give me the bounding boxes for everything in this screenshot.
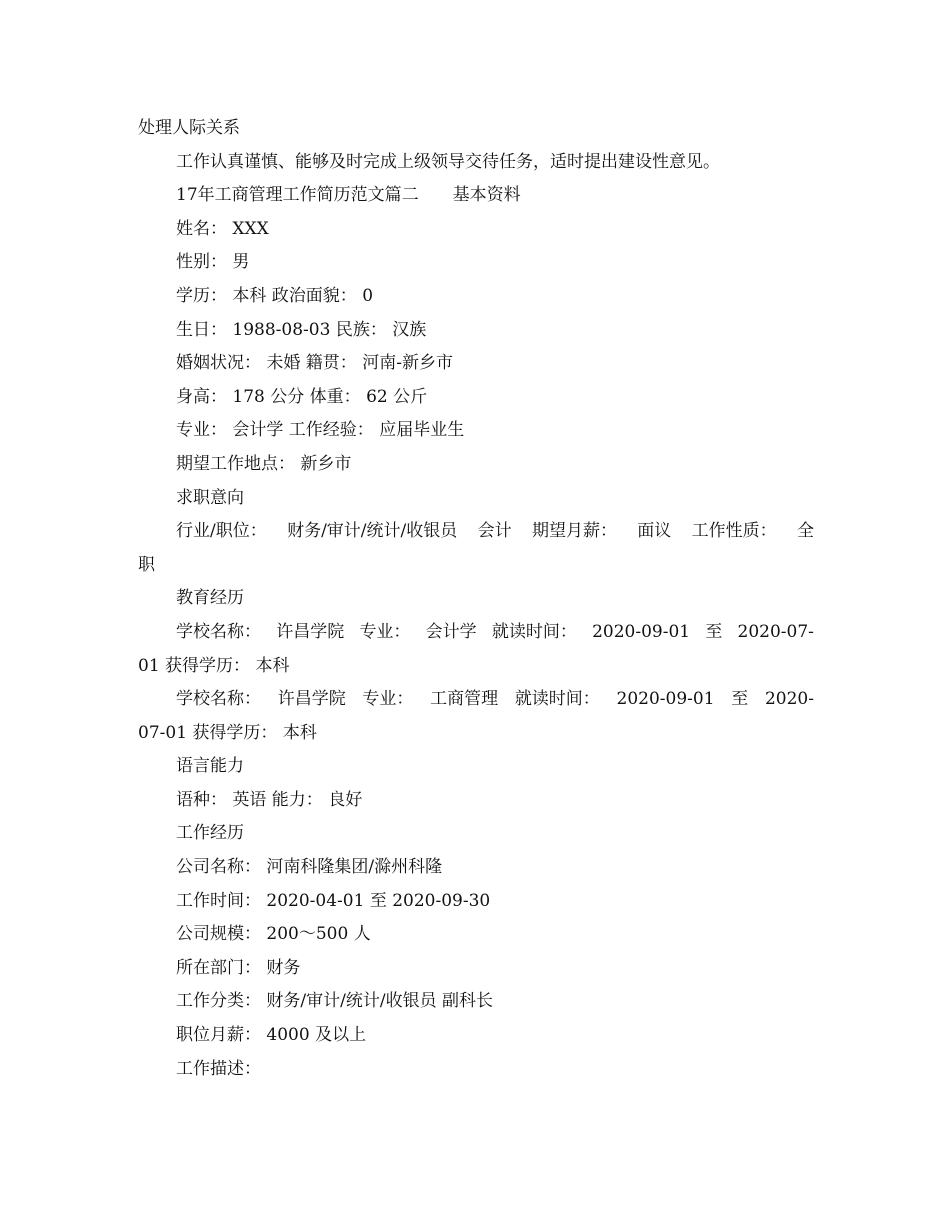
- text-segment: 财务/审计/统计/收银员: [287, 521, 458, 542]
- text-segment: 2020-: [764, 689, 814, 710]
- text-line: 性别： 男: [176, 252, 250, 273]
- text-line: 工作描述：: [176, 1058, 261, 1079]
- section-heading: 教育经历: [176, 588, 244, 609]
- text-segment: 专业：: [362, 689, 414, 710]
- text-line: 处理人际关系: [138, 118, 240, 138]
- text-segment: 2020-09-01: [616, 689, 715, 710]
- text-segment: 许昌学院: [276, 621, 345, 642]
- text-line: 工作认真谨慎、能够及时完成上级领导交待任务，适时提出建设性意见。: [176, 151, 720, 172]
- text-line: 身高： 178 公分 体重： 62 公斤: [176, 386, 428, 407]
- text-line: 职: [138, 554, 155, 575]
- section-title: 17年工商管理工作简历范文篇二 基本资料: [176, 185, 521, 206]
- text-line: 公司名称： 河南科隆集团/滁州科隆: [176, 857, 443, 878]
- text-segment: 2020-09-01: [592, 621, 691, 642]
- text-line: 学历： 本科 政治面貌： 0: [176, 285, 374, 306]
- text-line: 生日： 1988-08-03 民族： 汉族: [176, 319, 427, 340]
- text-segment: 期望月薪：: [531, 521, 617, 542]
- text-line: 公司规模： 200～500 人: [176, 924, 371, 945]
- text-segment: 会计学: [425, 621, 477, 642]
- section-heading: 语言能力: [176, 756, 244, 777]
- text-segment: 至: [731, 689, 749, 710]
- text-line: 婚姻状况： 未婚 籍贯： 河南-新乡市: [176, 353, 453, 374]
- text-segment: 就读时间：: [514, 689, 600, 710]
- education-line: [138, 683, 814, 717]
- text-line: 语种： 英语 能力： 良好: [176, 789, 363, 810]
- education-line: [138, 616, 814, 650]
- text-line: 工作分类： 财务/审计/统计/收银员 副科长: [176, 991, 493, 1012]
- text-segment: 工商管理: [430, 689, 499, 710]
- text-segment: 行业/职位：: [176, 521, 267, 542]
- text-segment: 许昌学院: [277, 689, 346, 710]
- text-segment: 至: [705, 621, 723, 642]
- text-segment: 学校名称：: [176, 621, 261, 642]
- text-line: 所在部门： 财务: [176, 957, 301, 978]
- text-line: 专业： 会计学 工作经验： 应届毕业生: [176, 420, 465, 441]
- text-segment: 面议: [637, 521, 672, 542]
- text-line: 工作时间： 2020-04-01 至 2020-09-30: [176, 890, 491, 911]
- text-line: 职位月薪： 4000 及以上: [176, 1025, 367, 1046]
- text-segment: 工作性质：: [691, 521, 777, 542]
- document-body: [138, 112, 814, 1086]
- text-segment: 会计: [477, 521, 512, 542]
- text-segment: 就读时间：: [491, 621, 577, 642]
- text-line: 姓名： XXX: [176, 218, 269, 239]
- text-segment: 2020-07-: [737, 621, 814, 642]
- text-line: 期望工作地点： 新乡市: [176, 453, 352, 474]
- text-segment: 专业：: [359, 621, 411, 642]
- job-intent-line: [138, 515, 814, 549]
- text-line: 01 获得学历： 本科: [138, 655, 290, 676]
- text-segment: 全: [796, 521, 814, 542]
- text-segment: 学校名称：: [176, 689, 261, 710]
- section-heading: 工作经历: [176, 823, 244, 844]
- section-heading: 求职意向: [176, 487, 244, 508]
- text-line: 07-01 获得学历： 本科: [138, 722, 317, 743]
